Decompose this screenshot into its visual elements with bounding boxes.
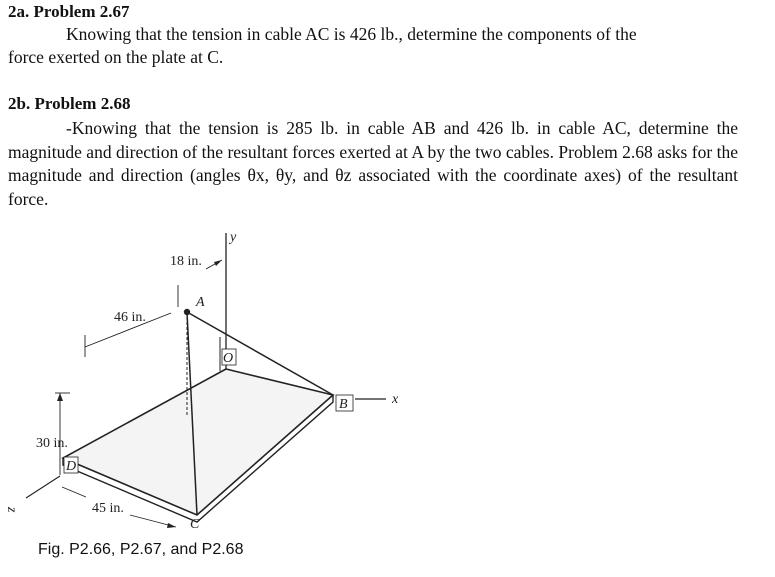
- label-C: C: [190, 517, 200, 532]
- label-O: O: [223, 351, 234, 366]
- label-D: D: [66, 459, 77, 474]
- problem-2a-line2: force exerted on the plate at C.: [8, 47, 224, 67]
- problem-2a-heading: 2a. Problem 2.67: [8, 2, 130, 21]
- dim-46-label: 46 in.: [114, 310, 146, 325]
- figure-diagram: [0, 225, 775, 540]
- label-y: y: [230, 230, 237, 245]
- plate-top: [63, 369, 333, 515]
- label-x: x: [392, 392, 399, 407]
- dim-18-label: 18 in.: [170, 254, 202, 269]
- problem-2b-body: -Knowing that the tension is 285 lb. in cable AB and 426 lb. in cable AC, determine the magnitude and direction of the resultant forces exerted at A by the two cables. Problem 2.68 asks for the magnitude and direction (angles θx, θy, and θz associated with the coordinate axes) of the resultant force.: [8, 118, 738, 209]
- dim-30-label: 30 in.: [36, 436, 68, 451]
- dim-45-arrow: [167, 523, 176, 528]
- label-B: B: [339, 397, 348, 412]
- problem-2a-line1: Knowing that the tension in cable AC is 426 lb., determine the components of the: [66, 24, 637, 44]
- label-z: z: [4, 507, 19, 513]
- figure-caption: Fig. P2.66, P2.67, and P2.68: [38, 541, 244, 558]
- label-A: A: [196, 295, 205, 310]
- z-axis: [26, 476, 60, 498]
- dim-45-ext: [62, 487, 86, 497]
- point-A: [184, 309, 190, 315]
- dim-30-arrow-top: [57, 393, 63, 401]
- problem-2b-heading: 2b. Problem 2.68: [8, 94, 131, 113]
- dim-18-arrow: [214, 260, 222, 266]
- dim-45-label: 45 in.: [92, 501, 124, 516]
- problem-2b-paragraph: [8, 117, 738, 211]
